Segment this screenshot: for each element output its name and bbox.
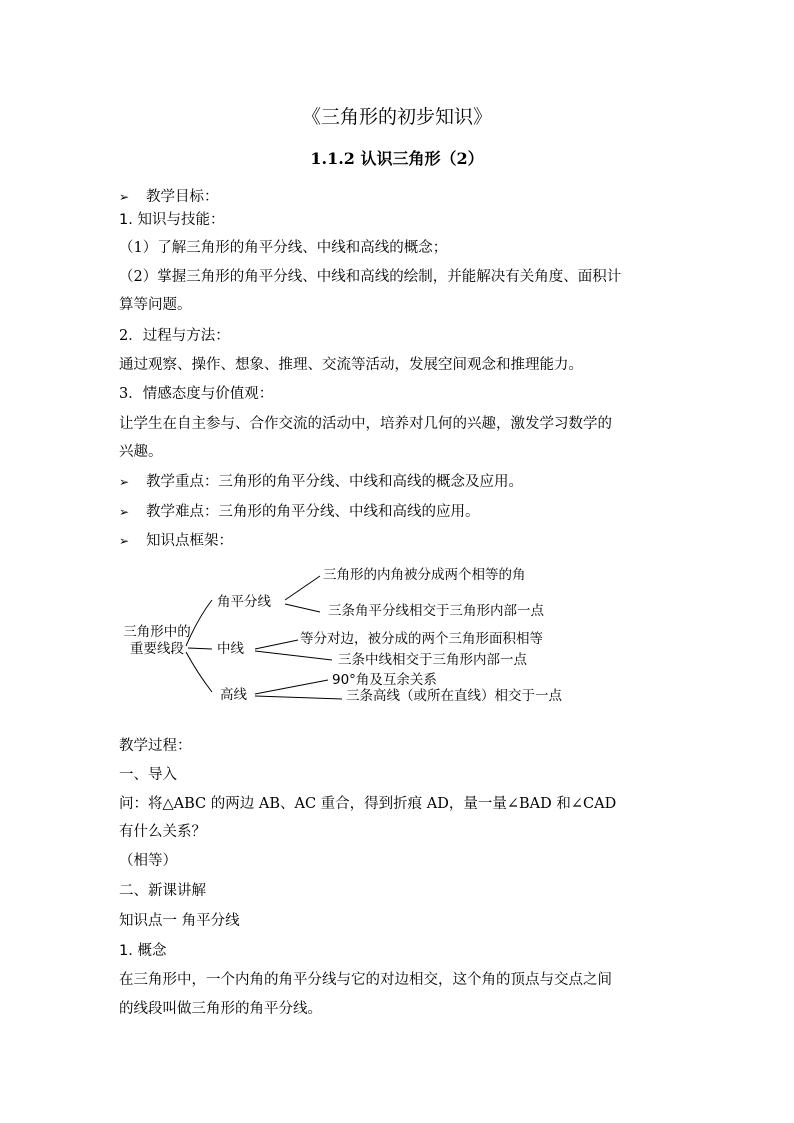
section-new-lesson: 二、新课讲解 [119,883,206,899]
leaf-median-1: 等分对边，被分成的两个三角形面积相等 [300,631,543,647]
knowledge-item-2b: 算等问题。 [119,297,192,313]
connector-altitude-leaf-1 [255,680,328,694]
leaf-median-2: 三条中线相交于三角形内部一点 [338,652,527,668]
connector-bisector-leaf-2 [285,604,320,612]
leaf-bisector-2: 三条角平分线相交于三角形内部一点 [328,603,544,619]
bullet-arrow-icon: ➢ [119,505,130,519]
bullet-arrow-icon: ➢ [119,534,130,548]
framework-heading-line [119,529,233,553]
question-text-b: 有什么关系？ [119,824,206,840]
objectives-heading-line [119,185,219,209]
key-point: 教学重点：三角形的角平分线、中线和高线的概念及应用。 [146,474,523,490]
answer-text: （相等） [119,853,177,869]
concept-text-a: 在三角形中，一个内角的角平分线与它的对边相交，这个角的顶点与交点之间 [119,972,612,988]
concept-text-b: 的线段叫做三角形的角平分线。 [119,1001,322,1017]
section-introduction: 一、导入 [119,767,177,783]
emotion-text-a: 让学生在自主参与、合作交流的活动中，培养对几何的兴趣，激发学习数学的 [119,416,612,432]
diagram-root-node: 三角形中的重要线段 [123,624,191,657]
process-method-heading: 2．过程与方法： [119,328,230,344]
objectives-heading: 教学目标： [146,189,219,205]
knowledge-point-heading: 知识点一 角平分线 [119,913,240,929]
emotion-heading: 3．情感态度与价值观： [119,386,274,402]
leaf-altitude-1: 90°角及互余关系 [332,672,437,688]
difficulty-line [119,500,480,524]
key-point-line [119,470,523,494]
process-heading: 教学过程： [119,738,192,754]
knowledge-heading: 1. 知识与技能： [119,212,225,228]
bullet-arrow-icon: ➢ [119,190,130,204]
connector-median-leaf-1 [255,640,298,649]
branch-altitude: 高线 [220,687,247,703]
question-text-a: 问：将△ABC 的两边 AB、AC 重合，得到折痕 AD，量一量∠BAD 和∠CAD [119,796,617,812]
document-title: 《三角形的初步知识》 [301,106,492,128]
framework-heading: 知识点框架： [146,533,233,549]
knowledge-item-2a: （2）掌握三角形的角平分线、中线和高线的绘制，并能解决有关角度、面积计 [119,269,622,285]
concept-heading: 1. 概念 [119,943,167,959]
bullet-arrow-icon: ➢ [119,475,130,489]
emotion-text-b: 兴趣。 [119,444,163,460]
process-method-text: 通过观察、操作、想象、推理、交流等活动，发展空间观念和推理能力。 [119,357,583,373]
leaf-bisector-1: 三角形的内角被分成两个相等的角 [323,567,526,583]
connector-bisector-leaf-1 [285,576,320,600]
branch-angle-bisector: 角平分线 [217,594,271,610]
knowledge-item-1: （1）了解三角形的角平分线、中线和高线的概念； [119,240,448,256]
lesson-subtitle: 1.1.2 认识三角形（2） [310,149,484,168]
connector-altitude-leaf-2 [255,696,342,699]
connector-median-leaf-2 [255,651,332,660]
branch-median: 中线 [217,641,244,657]
connector-root-altitude [186,652,212,692]
leaf-altitude-2: 三条高线（或所在直线）相交于一点 [346,688,562,704]
difficulty: 教学难点：三角形的角平分线、中线和高线的应用。 [146,504,480,520]
knowledge-framework-diagram [110,556,610,716]
